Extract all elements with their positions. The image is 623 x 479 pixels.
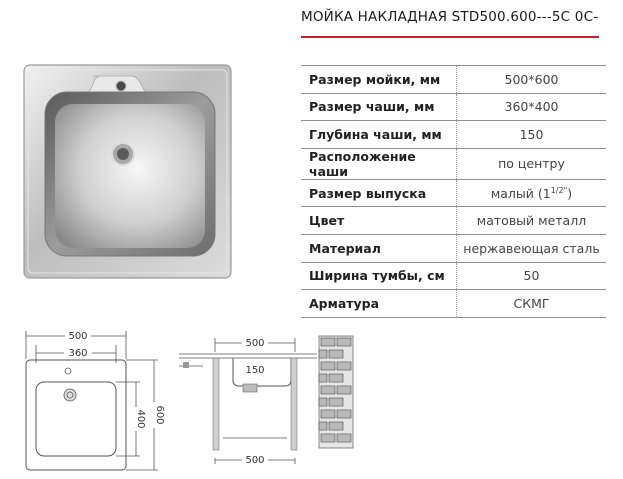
drain-icon <box>64 389 76 401</box>
tap-hole-icon <box>65 368 71 374</box>
spec-label: Глубина чаши, мм <box>301 121 457 149</box>
title-underline <box>301 36 599 38</box>
cabinet-left-wall <box>213 358 219 450</box>
spec-value: по центру <box>457 148 607 179</box>
spec-label: Расположение чаши <box>301 148 457 179</box>
spec-row <box>301 262 606 290</box>
spec-row <box>301 179 606 207</box>
dim-depth-label: 150 <box>245 365 265 376</box>
dim-height-label: 600 <box>154 405 165 425</box>
drain-size-suffix: ) <box>567 185 573 201</box>
spec-value-drain <box>457 179 607 207</box>
cabinet-right-wall <box>291 358 297 450</box>
spec-value: нержавеющая сталь <box>457 234 607 262</box>
spec-value: матовый металл <box>457 207 607 235</box>
spec-label: Материал <box>301 234 457 262</box>
spec-value: 50 <box>457 262 607 290</box>
dim-bowl-height-label: 400 <box>135 409 146 429</box>
side-view-drawing <box>175 334 355 474</box>
spec-row <box>301 290 606 318</box>
spec-value: 500*600 <box>457 66 607 94</box>
spec-row <box>301 93 606 121</box>
spec-label: Цвет <box>301 207 457 235</box>
top-view-drawing <box>18 327 168 475</box>
spec-row <box>301 66 606 94</box>
dim-side-bottom-width-label: 500 <box>245 455 265 466</box>
spec-row <box>301 207 606 235</box>
sink-image <box>23 64 233 280</box>
spec-label: Размер чаши, мм <box>301 93 457 121</box>
spec-label: Размер мойки, мм <box>301 66 457 94</box>
drain-size-text: малый (1 <box>490 185 551 201</box>
spec-label: Ширина тумбы, см <box>301 262 457 290</box>
spec-value: СКМГ <box>457 290 607 318</box>
spec-row <box>301 234 606 262</box>
page-title: МОЙКА НАКЛАДНАЯ STD500.600---5С 0С- <box>301 9 599 25</box>
drain-outlet <box>243 384 257 392</box>
brick-wall <box>319 336 353 448</box>
spec-value: 150 <box>457 121 607 149</box>
dim-bowl-width-label: 360 <box>68 348 88 359</box>
dim-side-width-label: 500 <box>245 338 265 349</box>
spec-table <box>301 65 606 318</box>
spec-row <box>301 121 606 149</box>
spec-value: 360*400 <box>457 93 607 121</box>
spec-label: Арматура <box>301 290 457 318</box>
drain-size-superscript: 1/2" <box>550 185 568 195</box>
spec-label: Размер выпуска <box>301 179 457 207</box>
spec-row <box>301 148 606 179</box>
dim-width-label: 500 <box>68 331 88 342</box>
